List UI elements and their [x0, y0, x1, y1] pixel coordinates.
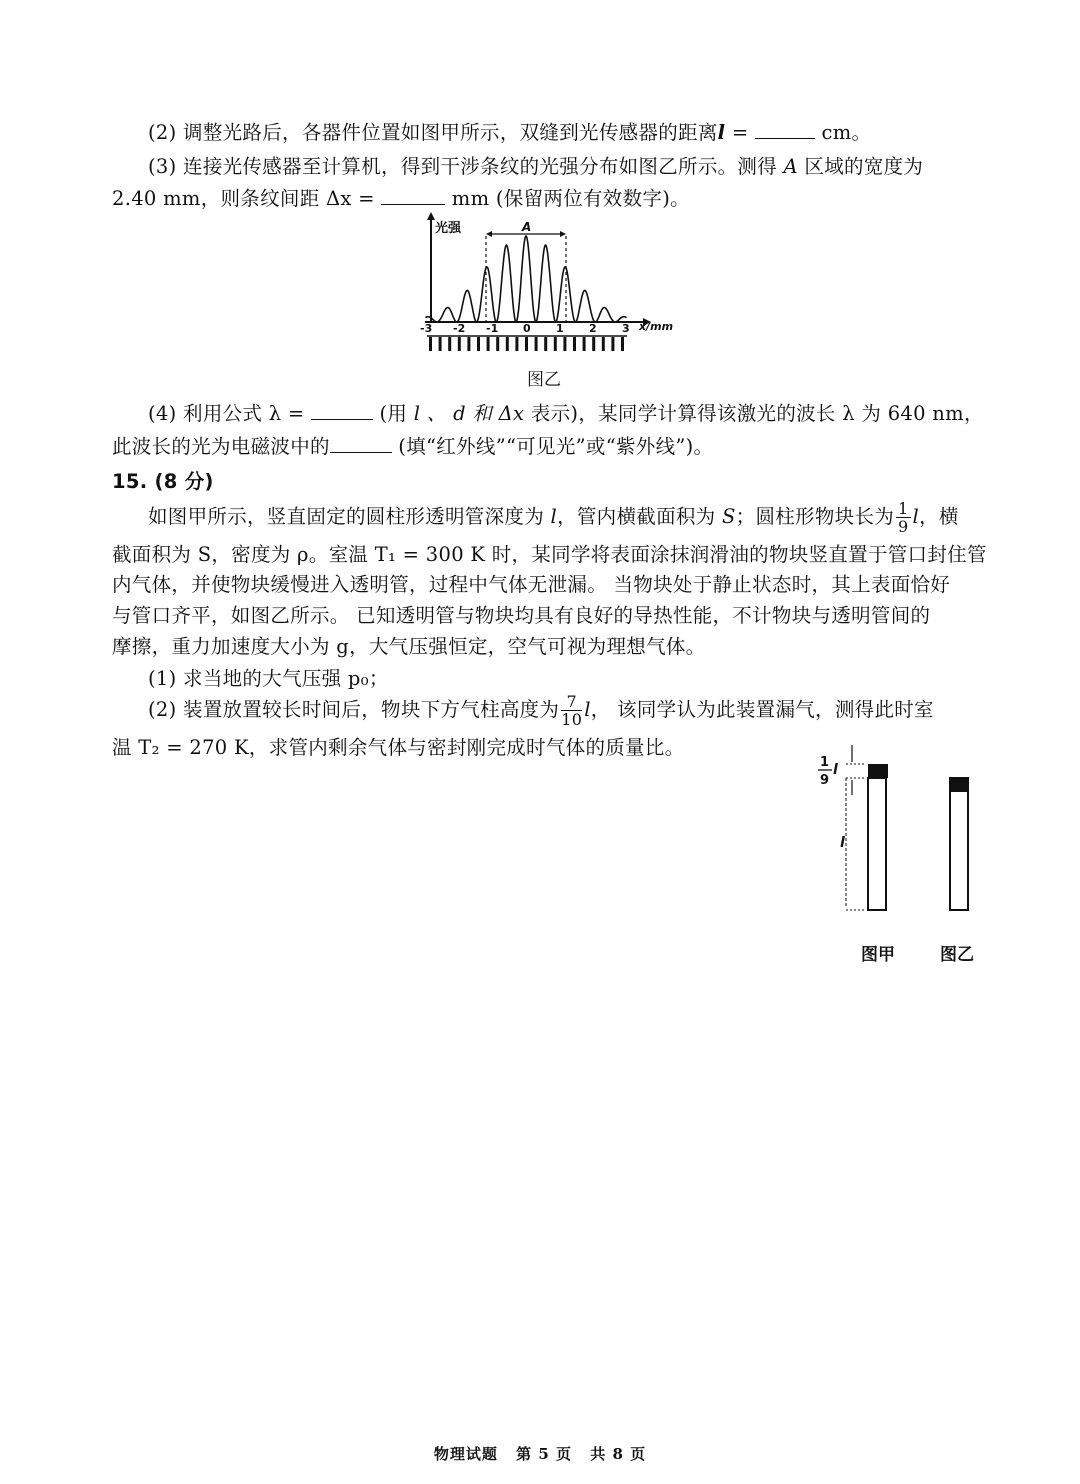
answer-blank-distance[interactable]	[755, 120, 815, 139]
tube-jia-frac-var: l	[833, 762, 838, 778]
fringe-stripe	[544, 337, 547, 351]
fringe-stripe	[496, 337, 499, 351]
tube-yi-block	[950, 778, 968, 792]
tube-jia-caption: 图甲	[861, 945, 895, 965]
x-axis-label: x/mm	[639, 320, 674, 333]
fringe-stripe	[535, 337, 538, 351]
page-footer	[0, 1443, 1080, 1464]
q15-question1: (1) 求当地的大气压强 p₀；	[148, 667, 389, 690]
fringe-stripe	[602, 337, 605, 351]
fringe-stripe	[429, 337, 432, 351]
q15-line2: 截面积为 S，密度为 ρ。室温 T₁ = 300 K 时，某同学将表面涂抹润滑油的物块竖直置于管口封住管	[112, 543, 987, 566]
fringe-stripe	[583, 337, 586, 351]
fringe-stripe	[458, 337, 461, 351]
fringe-stripe	[506, 337, 509, 351]
fringe-stripe	[525, 337, 528, 351]
tick-label: 1	[556, 322, 564, 335]
tick-label: -1	[486, 322, 499, 335]
tube-jia-block	[868, 764, 888, 778]
tick-label: 3	[622, 322, 630, 335]
tick-labels	[420, 322, 630, 335]
tube-jia	[868, 778, 886, 910]
fringe-stripe	[487, 337, 490, 351]
footer-total: 共 8 页	[590, 1445, 647, 1463]
q14-part4-line1: (4) 利用公式 λ = (用 l 、 d 和 Δx 表示)，某同学计算得该激光的波长 λ 为 640 nm，	[148, 402, 984, 425]
q15-line5: 摩擦，重力加速度大小为 g，大气压强恒定，空气可视为理想气体。	[112, 635, 706, 658]
fringe-stripe	[439, 337, 442, 351]
tube-jia-length-label: l	[840, 835, 845, 851]
y-axis-label: 光强	[435, 221, 462, 236]
region-a-arrow-left	[486, 231, 492, 237]
interference-intensity-figure	[415, 210, 685, 390]
fringe-stripe	[611, 337, 614, 351]
fringe-stripe	[621, 337, 624, 351]
tube-yi	[950, 778, 968, 910]
answer-blank-spacing[interactable]	[381, 186, 445, 205]
region-a-arrow-right	[560, 231, 566, 237]
tube-jia-frac-num: 1	[820, 755, 830, 770]
footer-subject: 物理试题	[433, 1445, 498, 1463]
region-a-label: A	[522, 220, 532, 234]
answer-blank-spectrum[interactable]	[330, 434, 392, 453]
q15-line3: 内气体，并使物块缓慢进入透明管，过程中气体无泄漏。 当物块处于静止状态时，其上表面恰好	[112, 573, 951, 596]
q15-question2-line1: (2) 装置放置较长时间后，物块下方气柱高度为 $\frac{7}{10}$ l， 该同学认为此装置漏气，测得此时室	[148, 692, 934, 729]
answer-blank-formula[interactable]	[311, 401, 373, 420]
q14-part4-line2: 此波长的光为电磁波中的 (填“红外线”“可见光”或“紫外线”)。	[112, 435, 714, 458]
q15-question2-line2: 温 T₂ = 270 K，求管内剩余气体与密封刚完成时气体的质量比。	[112, 736, 685, 759]
tube-jia-frac-den: 9	[820, 773, 830, 788]
tick-label: -3	[420, 322, 433, 335]
fringe-curve	[425, 236, 626, 322]
tube-yi-caption: 图乙	[940, 945, 974, 965]
tick-label: 2	[589, 322, 597, 335]
q15-header: 15. (8 分)	[112, 470, 214, 493]
q14-part3-line2: 2.40 mm，则条纹间距 Δx = mm (保留两位有效数字)。	[112, 187, 690, 210]
fringe-stripe	[467, 337, 470, 351]
q14-part2: (2) 调整光路后，各器件位置如图甲所示，双缝到光传感器的距离l = cm。	[148, 121, 872, 144]
fraction-one-ninth: $\frac{1}{9}$	[898, 499, 909, 536]
fringe-stripe	[563, 337, 566, 351]
fringe-pattern-bar	[427, 336, 627, 351]
fringe-stripe	[515, 337, 518, 351]
fringe-stripe	[554, 337, 557, 351]
fringe-stripe	[477, 337, 480, 351]
fringe-stripe	[592, 337, 595, 351]
fringe-stripe	[448, 337, 451, 351]
tick-label: -2	[453, 322, 466, 335]
tick-label: 0	[523, 322, 531, 335]
figure-yi-caption: 图乙	[527, 370, 561, 390]
q15-line1: 如图甲所示，竖直固定的圆柱形透明管深度为 l，管内横截面积为 S；圆柱形物块长为 $\frac{1}{9}$ l，横	[148, 499, 959, 536]
fringe-stripe	[573, 337, 576, 351]
tube-figures	[810, 740, 990, 920]
y-axis-arrow	[427, 212, 435, 220]
fraction-seven-tenths: $\frac{7}{10}$	[561, 692, 583, 729]
intensity-curve	[425, 236, 626, 322]
footer-page: 第 5 页	[516, 1445, 572, 1463]
q15-line4: 与管口齐平，如图乙所示。 已知透明管与物块均具有良好的导热性能，不计物块与透明管间的	[112, 604, 931, 627]
q14-part3-line1: (3) 连接光传感器至计算机，得到干涉条纹的光强分布如图乙所示。测得 A 区域的宽度为	[148, 155, 924, 178]
